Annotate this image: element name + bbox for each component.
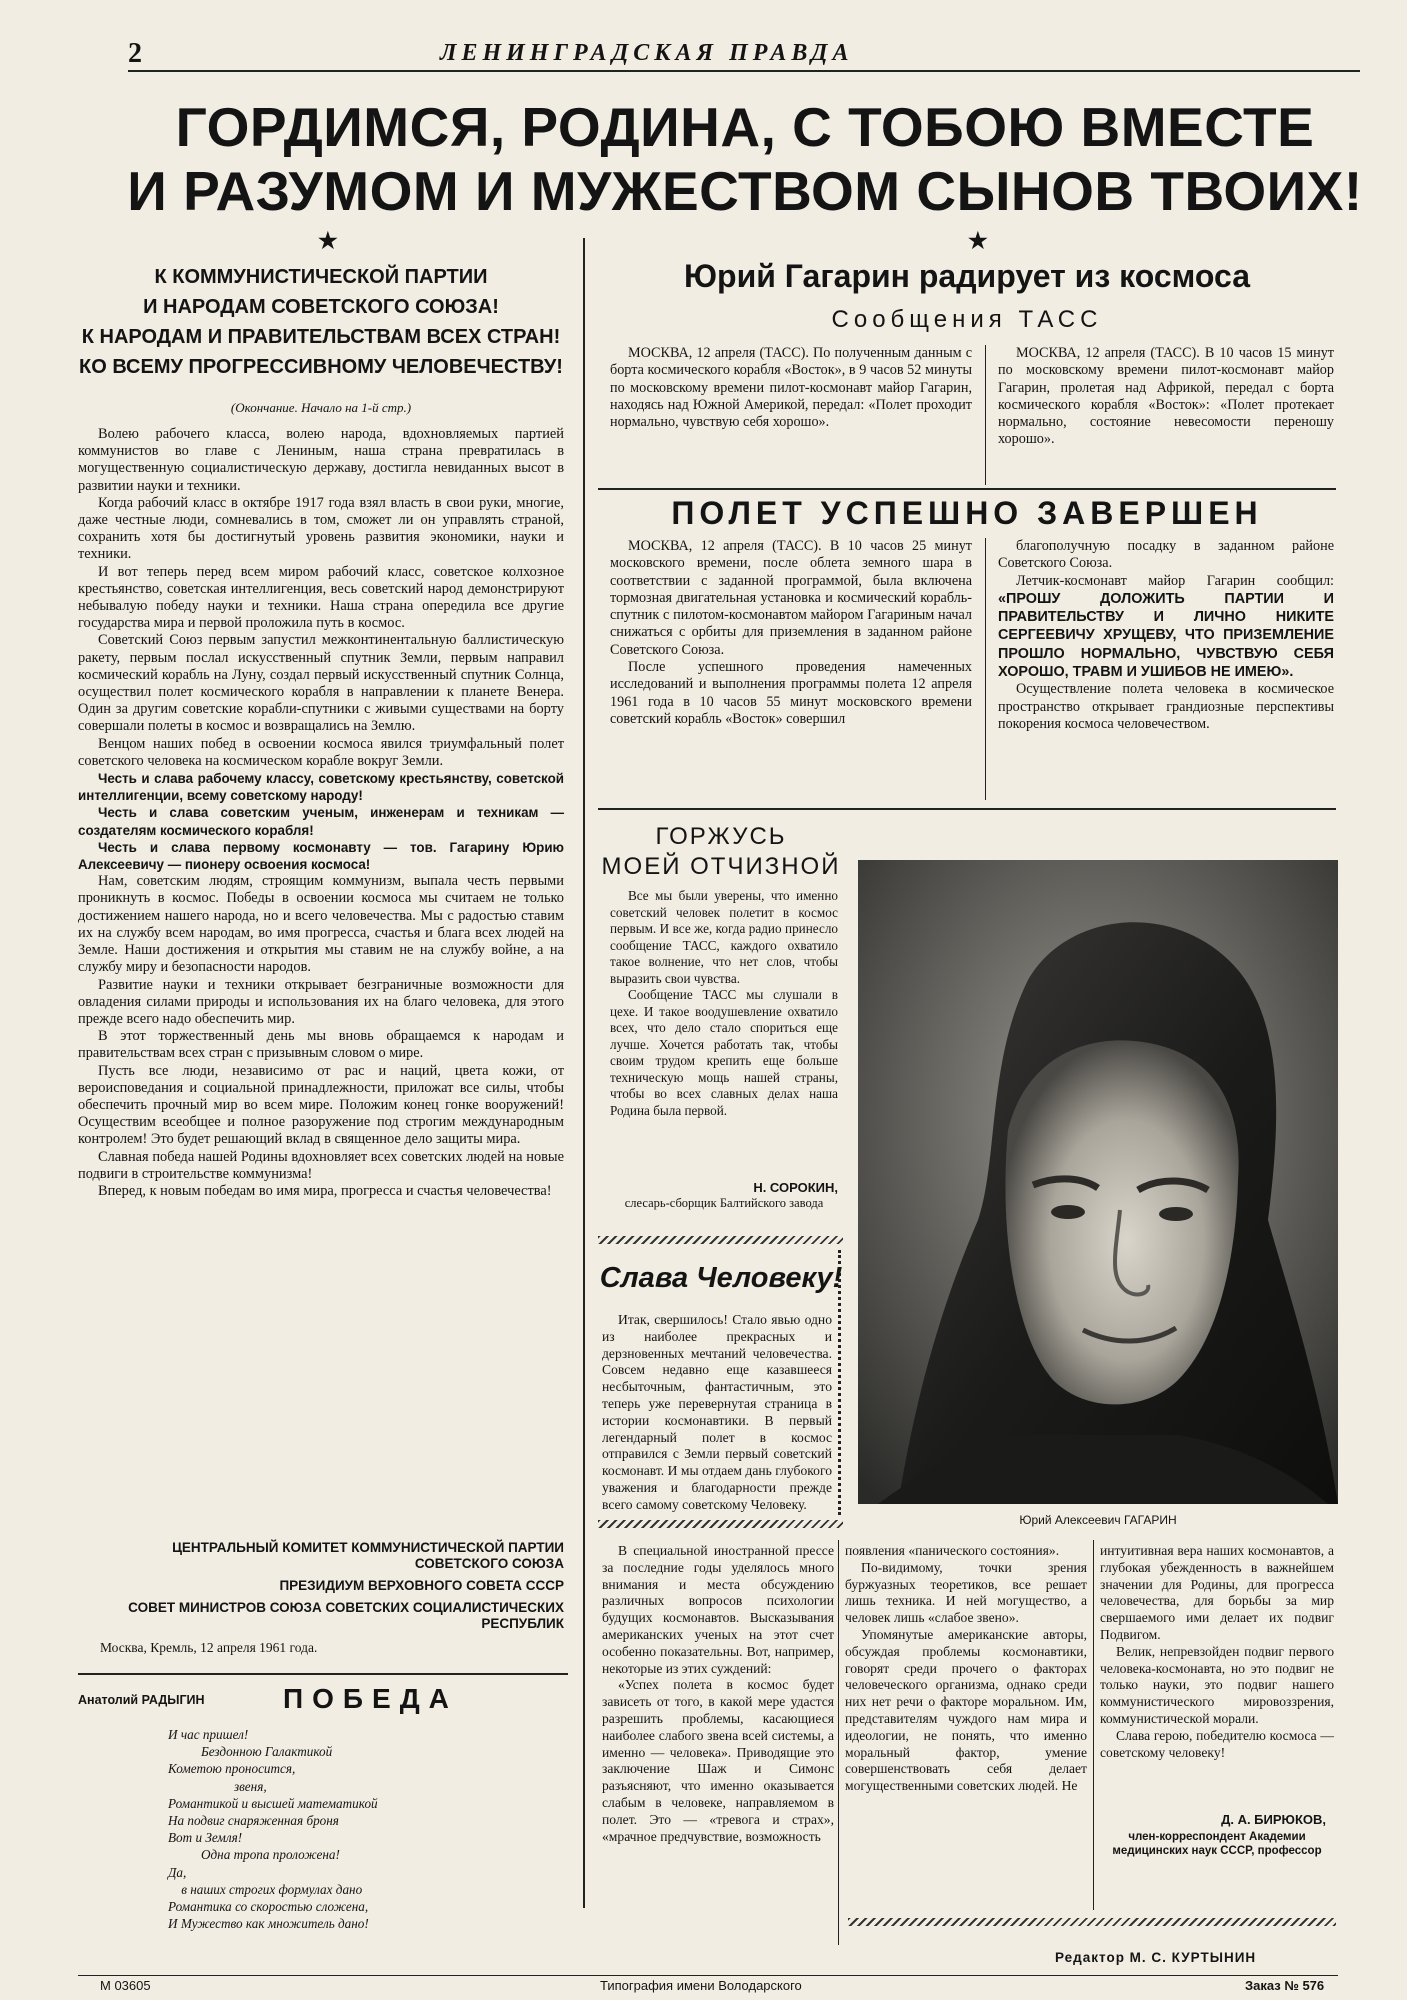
main-headline [120, 95, 1370, 223]
appeal-paragraph: Волею рабочего класса, волею народа, вдохновляемых партией коммунистов во главе с Лениным, наша страна превратилась в могущественную социалистическую державу, достигла невиданных высот в развитии науки и техники. [78, 426, 564, 494]
flight-finished-left [610, 538, 972, 728]
header-rule [128, 70, 1360, 72]
glory-col-1 [602, 1543, 834, 1845]
glory-paragraph: Велик, непревзойден подвиг первого человека-космонавта, но это подвиг не только науки, это подвиг нашего коммунистического мировоззрения, коммунистической морали. [1100, 1643, 1334, 1726]
proud-body [610, 888, 838, 1119]
tass-subheadline: Сообщения ТАСС [831, 306, 1103, 333]
poem-line: Да, [168, 1864, 187, 1880]
ornamental-rule [598, 1520, 843, 1528]
star-icon: ★ [968, 228, 988, 253]
flight-finished-right [998, 538, 1334, 733]
appeal-paragraph: Честь и слава первому космонавту — тов. Гагарину Юрию Алексеевичу — пионеру освоения космоса! [78, 839, 564, 873]
headline-line-2: И РАЗУМОМ И МУЖЕСТВОМ СЫНОВ ТВОИХ! [127, 160, 1363, 222]
proud-headline-line: ГОРЖУСЬ [655, 823, 787, 850]
proud-author-title: слесарь-сборщик Балтийского завода [624, 1196, 824, 1210]
glory-paragraph: По-видимому, точки зрения буржуазных теоретиков, все решает лишь техника. И ней могущество, а человек лишь «слабое звено». [845, 1559, 1087, 1626]
poem-line: Романтика со скоростью сложена, [168, 1899, 369, 1915]
poem-line: Бездонною Галактикой [168, 1744, 333, 1760]
proud-headline [598, 822, 844, 882]
signatory: СОВЕТ МИНИСТРОВ СОЮЗА СОВЕТСКИХ СОЦИАЛИСТИЧЕСКИХ РЕСПУБЛИК [128, 1600, 564, 1631]
glory-intro [602, 1312, 832, 1514]
poem-line: Вот и Земля! [168, 1830, 243, 1846]
poem-line: И час пришел! [168, 1727, 249, 1742]
report-paragraph: После успешного проведения намеченных исследований и выполнения программы полета 12 апреля 1961 года в 10 часов 55 минут московского времени советский корабль «Восток» совершил [610, 659, 972, 727]
flight-finished-headline: ПОЛЕТ УСПЕШНО ЗАВЕРШЕН [671, 495, 1263, 531]
glory-paragraph: Слава герою, победителю космоса — советскому человеку! [1100, 1727, 1334, 1760]
appeal-heading [78, 262, 564, 382]
headline-line-1: ГОРДИМСЯ, РОДИНА, С ТОБОЮ ВМЕСТЕ [175, 96, 1315, 158]
column-divider [838, 1540, 839, 1945]
appeal-paragraph: Вперед, к новым победам во имя мира, прогресса и счастья человечества! [98, 1182, 552, 1199]
column-divider [1093, 1540, 1094, 1910]
place-date: Москва, Кремль, 12 апреля 1961 года. [100, 1640, 318, 1655]
proud-headline-line: МОЕЙ ОТЧИЗНОЙ [601, 853, 841, 880]
signatory: ЦЕНТРАЛЬНЫЙ КОМИТЕТ КОММУНИСТИЧЕСКОЙ ПАРТИИ СОВЕТСКОГО СОЮЗА [172, 1540, 564, 1571]
report-paragraph [998, 573, 1334, 682]
editor-credit: Редактор М. С. КУРТЫНИН [1055, 1950, 1257, 1965]
appeal-paragraph: И вот теперь перед всем миром рабочий класс, советское колхозное крестьянство, советская интеллигенция, весь советский народ демонстрируют небывалую победу науки и техники. Наша страна опередила все другие государства мира и первой проложила путь в космос. [78, 563, 564, 632]
signatory: ПРЕЗИДИУМ ВЕРХОВНОГО СОВЕТА СССР [279, 1578, 564, 1593]
column-divider [583, 238, 585, 1908]
signatories [100, 1540, 564, 1638]
proud-paragraph: Все мы были уверены, что именно советский человек полетит в космос первым. И все же, когда радио принесло сообщение ТАСС, каждого охватило такое волнение, что нет слов, чтобы выразить свои чувства. [610, 888, 838, 986]
tass-message-1 [610, 345, 972, 431]
footer-code: М 03605 [100, 1978, 151, 1993]
report-lead: Летчик-космонавт майор Гагарин сообщил: [1016, 572, 1334, 589]
glory-col-3 [1100, 1543, 1334, 1761]
glory-paragraph: В специальной иностранной прессе за последние годы уделялось много внимания и места обсуждению различных вопросов психологии будущих космонавтов. Высказывания американских ученых на этот счет особенно показательны. Вот, например, некоторые из этих суждений: [602, 1543, 834, 1676]
photo-caption: Юрий Алексеевич ГАГАРИН [1019, 1513, 1177, 1527]
report-paragraph: МОСКВА, 12 апреля (ТАСС). В 10 часов 25 минут московского времени, после облета земного шара в соответствии с заданной программой, была включена тормозная двигательная установка и космический корабль-спутник с пилотом-космонавтом майором Гагариным начал снижаться с орбиты для приземления в заданном районе Советского Союза. [610, 538, 972, 658]
poem-line: Одна тропа проложена! [168, 1847, 340, 1863]
poem-title: ПОБЕДА [283, 1683, 458, 1714]
poem-line: Кометою проносится, [168, 1761, 296, 1777]
proud-paragraph: Сообщение ТАСС мы слушали в цехе. И такое воодушевление охватило всех, что дело стало спориться еще лучше. Хочется работать так, чтобы своим трудом крепить еще больше техническую мощь нашей страны, чтобы во всех славных делах наша Родина была первой. [610, 987, 838, 1118]
glory-headline: Слава Человеку! [599, 1262, 843, 1294]
appeal-heading-line: К НАРОДАМ И ПРАВИТЕЛЬСТВАМ ВСЕХ СТРАН! [81, 326, 561, 348]
appeal-heading-line: КО ВСЕМУ ПРОГРЕССИВНОМУ ЧЕЛОВЕЧЕСТВУ! [79, 356, 563, 378]
appeal-paragraph: Советский Союз первым запустил межконтинентальную баллистическую ракету, первым послал искусственный спутник Земли, первым направил космический корабль на Луну, создал первый искусственный спутник Солнца, осуществил полет космического корабля в направлении к планете Венера. Один за другим советские корабли-спутники с живыми существами на борту совершали полеты в космос и возвращались на Землю. [78, 632, 564, 735]
ornamental-rule [598, 1236, 843, 1244]
appeal-paragraph: Когда рабочий класс в октябре 1917 года взял власть в свои руки, многие, даже честные люди, сомневались в том, сможет ли он управлять страной, сохранить хотя бы достигнутый уровень развития экономики, науки и техники. [78, 494, 564, 563]
appeal-body [78, 426, 564, 1200]
appeal-paragraph: Развитие науки и техники открывает безграничные возможности для овладения силами природы и использования их на благо человека, для этого прежде всего надо обеспечить мир. [78, 976, 564, 1027]
section-rule [78, 1673, 568, 1675]
poem-line: Романтикой и высшей математикой [168, 1795, 378, 1811]
footer-rule [78, 1975, 1338, 1976]
column-divider [985, 345, 986, 485]
glory-paragraph: Упомянутые американские авторы, обсуждая проблемы космонавтики, говорят среди прочего о факторах человеческого организма, однако среди них нет речи о факторе моральном. Им, представителям чуждого нам мира и идеологии, не понять, что именно моральный фактор, умение совершенствовать себя делает могущественными советских людей. Не [845, 1626, 1087, 1794]
newspaper-title: ЛЕНИНГРАДСКАЯ ПРАВДА [440, 40, 854, 66]
appeal-paragraph: Пусть все люди, независимо от рас и наций, цвета кожи, от вероисповедания и социальной принадлежности, приложат все силы, чтобы обеспечить прочный мир во всем мире. Положим конец гонке вооружений! Осуществим всеобщее и полное разоружение под строгим международным контролем! Это будет решающий вклад в священное дело защиты мира. [78, 1062, 564, 1148]
glory-paragraph: интуитивная вера наших космонавтов, а глубокая убежденность в важнейшем значении для Родины, для прогресса человечества, для борьбы за мир свершаемого ими делает их подвиг Подвигом. [1100, 1543, 1334, 1642]
proud-author: Н. СОРОКИН, [753, 1180, 838, 1195]
column-divider [985, 538, 986, 800]
tass-message-text: МОСКВА, 12 апреля (ТАСС). По полученным данным с борта космического корабля «Восток», в 9 часов 52 минуты по московскому времени пилот-космонавт майор Гагарин, находясь над Южной Америкой, передал: «Полет проходит нормально, чувствую себя хорошо». [610, 345, 972, 431]
radio-headline: Юрий Гагарин радирует из космоса [684, 258, 1250, 294]
tass-message-2 [998, 345, 1334, 449]
appeal-paragraph: Нам, советским людям, строящим коммунизм, выпала честь первыми проникнуть в космос. Победы в освоении космоса мы считаем не только достижением нашего народа, но и всего человечества. Мы с радостью ставим их на службу всем народам, во имя прогресса, счастья и блага всех людей на Земле. Наши достижения и открытия мы ставим не на службу войне, а на службу миру и безопасности народов. [78, 873, 564, 976]
footer-printer: Типография имени Володарского [600, 1978, 802, 1993]
continuation-note: (Окончание. Начало на 1-й стр.) [230, 400, 412, 415]
poem-line: звеня, [168, 1778, 267, 1794]
appeal-heading-line: К КОММУНИСТИЧЕСКОЙ ПАРТИИ [154, 266, 488, 288]
footer-order: Заказ № 576 [1245, 1978, 1325, 1993]
report-paragraph: Осуществление полета человека в космическое пространство открывает грандиозные перспективы покорения космоса человечеством. [998, 681, 1334, 732]
section-rule [598, 808, 1336, 810]
glory-paragraph: Итак, свершилось! Стало явью одно из наиболее прекрасных и дерзновенных мечтаний человечества. Совсем недавно еще казавшееся несбыточным, фантастичным, это теперь уже перевернутая страница в истории космонавтики. В первый легендарный полет в космос отправился с Земли первый советский космонавт. И мы отдаем дань глубокого уважения и благодарности прежде всего самому советскому Человеку. [602, 1312, 832, 1512]
report-paragraph: благополучную посадку в заданном районе Советского Союза. [998, 538, 1334, 572]
glory-paragraph: появления «панического состояния». [845, 1543, 1060, 1558]
glory-author: Д. А. БИРЮКОВ, [1221, 1812, 1326, 1827]
glory-col-2 [845, 1543, 1087, 1795]
appeal-heading-line: И НАРОДАМ СОВЕТСКОГО СОЮЗА! [143, 296, 499, 318]
page-number: 2 [128, 38, 142, 69]
glory-paragraph: «Успех полета в космос будет зависеть от того, в какой мере удастся разрешить проблемы, касающиеся наиболее слабого звена всей системы, а именно — человека». Приводящие это заключение Шаж и Симонс разъясняют, что именно оказывается слабым в человеке, направляемом в полет. Это — «тревога и страх», «мрачное предчувствие, возможность [602, 1677, 834, 1844]
appeal-paragraph: Славная победа нашей Родины вдохновляет всех советских людей на новые подвиги в строительстве коммунизма! [78, 1148, 564, 1182]
gagarin-quote: «ПРОШУ ДОЛОЖИТЬ ПАРТИИ И ПРАВИТЕЛЬСТВУ И ЛИЧНО НИКИТЕ СЕРГЕЕВИЧУ ХРУЩЕВУ, ЧТО ПРИЗЕМЛЕНИЕ ПРОШЛО НОРМАЛЬНО, ЧУВСТВУЮ СЕБЯ ХОРОШО, ТРАВМ И УШИБОВ НЕ ИМЕЮ». [998, 590, 1334, 681]
ornamental-rule [848, 1918, 1336, 1926]
appeal-paragraph: В этот торжественный день мы вновь обращаемся к народам и правительствам всех стран с призывным словом о мире. [78, 1028, 564, 1062]
tass-message-text: МОСКВА, 12 апреля (ТАСС). В 10 часов 15 минут по московскому времени пилот-космонавт майор Гагарин, пролетая над Африкой, передал с борта космического корабля «Восток»: «Полет протекает нормально, состояние невесомости переношу хорошо». [998, 345, 1334, 448]
star-icon: ★ [318, 228, 338, 253]
poem-line: На подвиг снаряженная броня [168, 1813, 339, 1829]
poem-text [168, 1726, 568, 1932]
gagarin-portrait [858, 860, 1338, 1504]
glory-author-title: член-корреспондент Академии медицинских наук СССР, профессор [1112, 1831, 1322, 1857]
appeal-paragraph: Честь и слава рабочему классу, советскому крестьянству, советской интеллигенции, всему советскому народу! [78, 771, 564, 804]
poem-line: И Мужество как множитель дано! [168, 1916, 369, 1932]
poem-author: Анатолий РАДЫГИН [78, 1693, 205, 1707]
section-rule [598, 488, 1336, 490]
poem-line: в наших строгих формулах дано [168, 1881, 363, 1897]
appeal-paragraph: Венцом наших побед в освоении космоса явился триумфальный полет советского человека на космическом корабле вокруг Земли. [78, 735, 564, 769]
portrait-illustration [858, 860, 1338, 1504]
appeal-paragraph: Честь и слава советским ученым, инженерам и техникам — создателям космического корабля! [78, 805, 564, 838]
